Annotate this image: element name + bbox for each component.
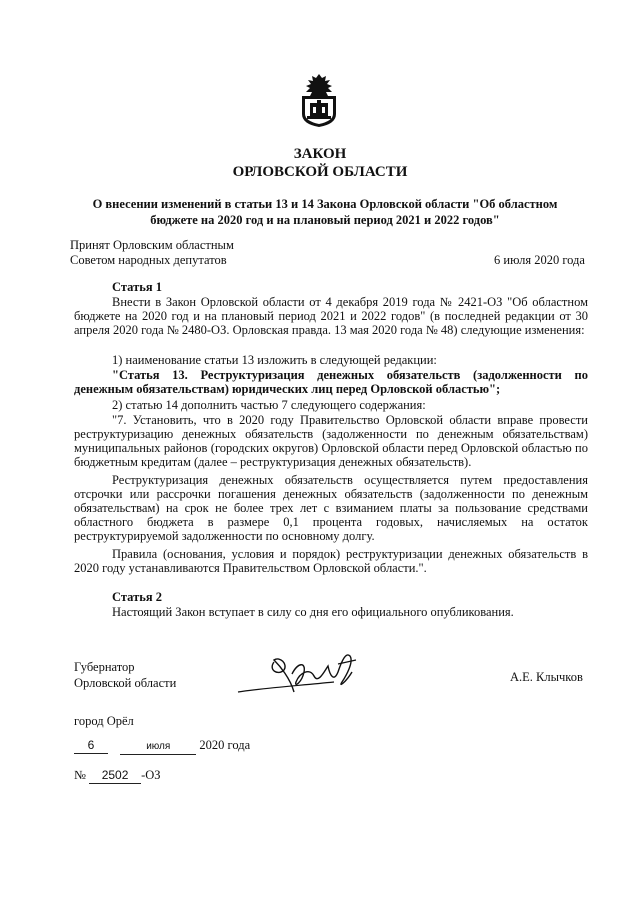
signer-title-line-2: Орловской области <box>74 676 177 690</box>
law-number-prefix: № <box>74 768 86 782</box>
signing-year: 2020 года <box>199 738 251 752</box>
article-2-heading: Статья 2 <box>112 590 162 604</box>
signer-name: А.Е. Клычков <box>510 670 583 684</box>
signing-month: июля <box>120 739 196 755</box>
article-1-paragraph-1: Внести в Закон Орловской области от 4 декабря 2019 года № 2421-ОЗ "Об областном бюджете на 2020 год и на плановый период 2021 и 2022 годов" (в последней редакции от 30 апреля 2020 года № 2480-ОЗ. Орловская правда. 13 мая 2020 года № 48) следующие изменения: <box>74 295 588 337</box>
adoption-date: 6 июля 2020 года <box>494 253 585 267</box>
law-number-value: 2502 <box>89 768 141 784</box>
signer-title-line-1: Губернатор <box>74 660 135 674</box>
signing-day: 6 <box>74 738 108 754</box>
adoption-line-2: Советом народных депутатов <box>70 253 227 267</box>
signing-date <box>74 738 250 755</box>
handwritten-signature <box>234 642 384 712</box>
article-1-paragraph-3: "Статья 13. Реструктуризация денежных обязательств (задолженности по денежным обязательствам) юридических лиц перед Орловской областью"; <box>74 368 588 396</box>
article-2-paragraph-1: Настоящий Закон вступает в силу со дня его официального опубликования. <box>112 605 514 619</box>
article-1-paragraph-4: 2) статью 14 дополнить частью 7 следующего содержания: <box>112 398 426 412</box>
article-1-paragraph-6: Реструктуризация денежных обязательств осуществляется путем предоставления отсрочки или рассрочки погашения денежных обязательств (задолженности по денежным обязательствам) на срок не более трех лет с взиманием платы за пользование средствами областного бюджета в размере 0,1 процента годовых, начисляемых на остаток реструктурируемой задолженности по основному долгу. <box>74 473 588 543</box>
law-number <box>74 768 161 784</box>
article-1-paragraph-2: 1) наименование статьи 13 изложить в следующей редакции: <box>112 353 437 367</box>
document-title: ЗАКОН <box>293 146 347 162</box>
adoption-line-1: Принят Орловским областным <box>70 238 234 252</box>
article-1-heading: Статья 1 <box>112 280 162 294</box>
coat-of-arms-icon <box>296 72 342 128</box>
document-subject: О внесении изменений в статьи 13 и 14 Закона Орловской области "Об областном бюджете на 2020 год и на плановый период 2021 и 2022 годов" <box>92 197 558 227</box>
document-region: ОРЛОВСКОЙ ОБЛАСТИ <box>232 164 408 180</box>
article-1-paragraph-7: Правила (основания, условия и порядок) реструктуризации денежных обязательств в 2020 году устанавливаются Правительством Орловской области.". <box>74 547 588 575</box>
article-1-paragraph-5: "7. Установить, что в 2020 году Правительство Орловской области вправе провести реструктуризацию денежных обязательств (задолженности по денежным обязательствам) муниципальных районов (городских округов) Орловской области перед Орловской областью по бюджетным кредитам (далее – реструктуризация денежных обязательств). <box>74 413 588 469</box>
law-number-suffix: -ОЗ <box>141 768 161 782</box>
city-name: город Орёл <box>74 714 134 728</box>
